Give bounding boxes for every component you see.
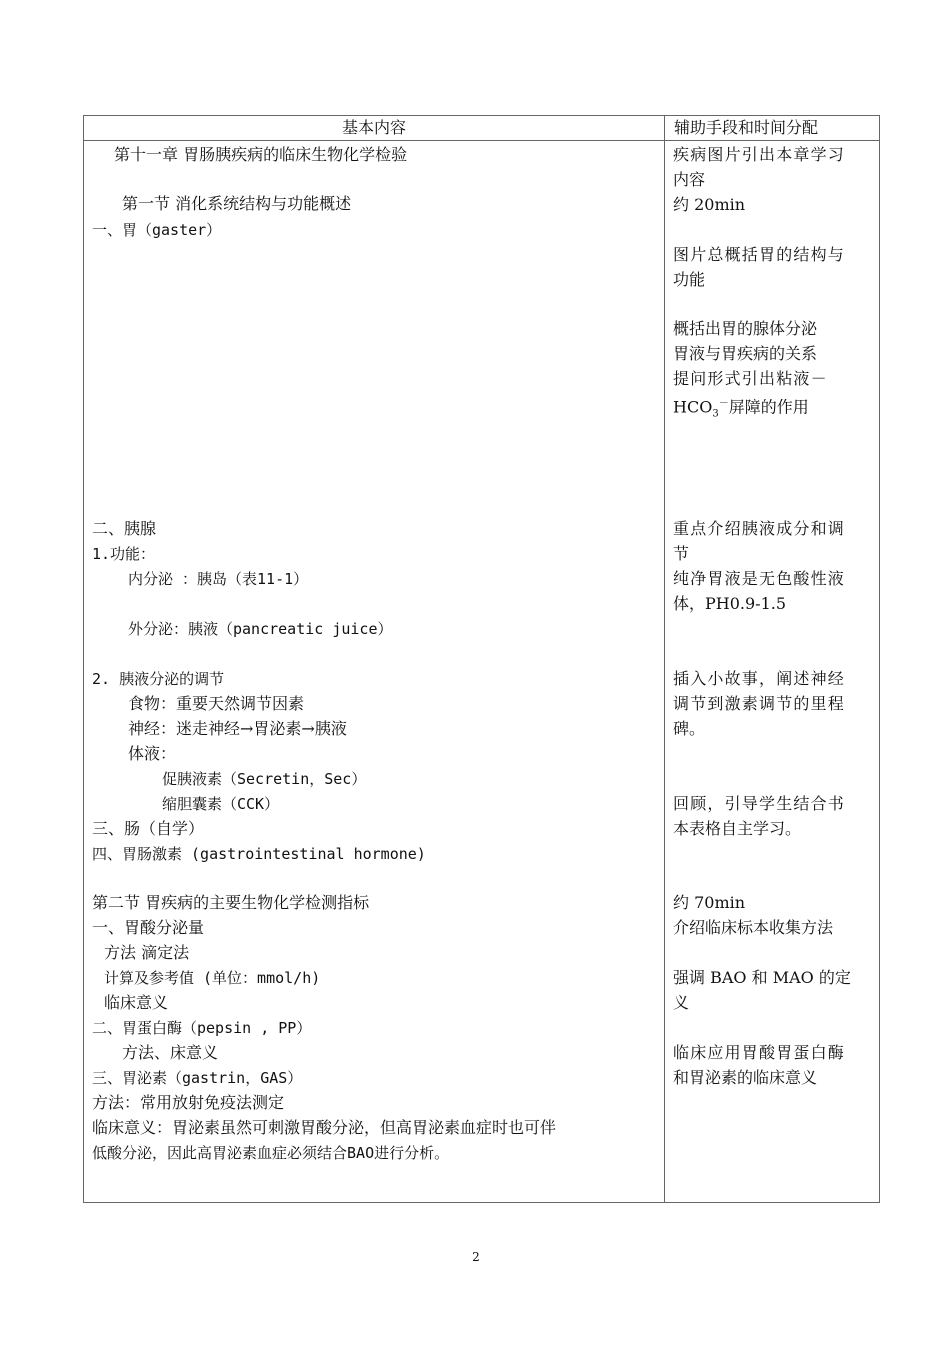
calculation-reference: 计算及参考值 (单位：mmol/h)	[104, 969, 321, 987]
note-function: 功能	[673, 270, 706, 289]
regulation-nerve: 神经：迷走神经→胃泌素→胰液	[128, 719, 347, 738]
method-titration: 方法 滴定法	[104, 943, 190, 962]
note-self-study: 本表格自主学习。	[673, 819, 802, 838]
note-definition: 义	[673, 993, 690, 1012]
note-time-20: 约 20min	[673, 195, 746, 214]
note-milestone-end: 碑。	[673, 719, 706, 738]
note-content: 内容	[673, 170, 706, 189]
note-review: 回顾，引导学生结合书	[673, 794, 846, 813]
heading-pepsin: 二、胃蛋白酶（pepsin , PP）	[92, 1019, 312, 1037]
gastric-acid-output: 一、胃酸分泌量	[92, 918, 205, 937]
header-aids-and-time: 辅助手段和时间分配	[674, 118, 819, 137]
note-clinical-application: 临床应用胃酸胃蛋白酶	[673, 1043, 846, 1062]
regulation-food: 食物：重要天然调节因素	[128, 694, 305, 713]
column-divider	[664, 116, 665, 1202]
hco3-label: HCO	[673, 397, 713, 417]
humoral-secretin: 促胰液素（Secretin，Sec）	[162, 770, 367, 788]
regulation-humoral: 体液：	[128, 744, 177, 763]
gastrin-significance-line-2: 低酸分泌，因此高胃泌素血症必须结合BAO进行分析。	[92, 1144, 450, 1162]
heading-pancreas: 二、胰腺	[92, 519, 157, 538]
lesson-plan-table	[83, 115, 880, 1203]
pancreas-exocrine: 外分泌：胰液（pancreatic juice）	[128, 620, 393, 638]
gastrin-significance-line-1: 临床意义：胃泌素虽然可刺激胃酸分泌，但高胃泌素血症时也可伴	[92, 1118, 557, 1137]
pancreas-function: 1.功能：	[92, 545, 156, 563]
note-regulation: 节	[673, 544, 690, 563]
heading-gi-hormone: 四、胃肠激素 (gastrointestinal hormone)	[92, 845, 426, 863]
note-ph: 体，PH0.9-1.5	[673, 594, 787, 613]
pepsin-method: 方法、床意义	[122, 1043, 219, 1062]
gastrin-method: 方法：常用放射免疫法测定	[92, 1093, 285, 1112]
note-mucus-question: 提问形式引出粘液－	[673, 369, 828, 388]
hco3-subscript: 3	[712, 408, 719, 420]
section-2-title: 第二节 胃疾病的主要生物化学检测指标	[92, 893, 370, 912]
note-pure-gastric-juice: 纯净胃液是无色酸性液	[673, 569, 846, 588]
note-gland-secretion: 概括出胃的腺体分泌	[673, 319, 818, 338]
header-basic-content: 基本内容	[341, 118, 406, 137]
pancreas-endocrine: 内分泌 ：胰岛（表11-1）	[128, 570, 309, 588]
note-bao-mao: 强调 BAO 和 MAO 的定	[673, 968, 851, 987]
hco3-superscript: －	[718, 398, 729, 409]
note-story: 插入小故事，阐述神经	[673, 669, 846, 688]
clinical-significance: 临床意义	[104, 993, 169, 1012]
note-milestone: 调节到激素调节的里程	[673, 694, 846, 713]
heading-stomach: 一、胃（gaster）	[92, 221, 222, 239]
humoral-cck: 缩胆囊素（CCK）	[162, 795, 280, 813]
heading-intestine: 三、肠（自学）	[92, 819, 205, 838]
note-time-70: 约 70min	[673, 893, 746, 912]
page-number: 2	[472, 1250, 480, 1264]
heading-gastrin: 三、胃泌素（gastrin，GAS）	[92, 1069, 303, 1087]
note-stomach-structure: 图片总概括胃的结构与	[673, 245, 846, 264]
note-gastrin-significance: 和胃泌素的临床意义	[673, 1068, 818, 1087]
note-specimen-collection: 介绍临床标本收集方法	[673, 918, 834, 937]
barrier-label: 屏障的作用	[728, 397, 809, 417]
chapter-title: 第十一章 胃肠胰疾病的临床生物化学检验	[114, 145, 408, 164]
note-pancreatic-juice: 重点介绍胰液成分和调	[673, 519, 846, 538]
note-gastric-juice: 胃液与胃疾病的关系	[673, 344, 818, 363]
section-1-title: 第一节 消化系统结构与功能概述	[122, 194, 352, 213]
pancreatic-regulation: 2. 胰液分泌的调节	[92, 670, 225, 688]
header-divider	[84, 140, 879, 141]
note-disease-images: 疾病图片引出本章学习	[673, 145, 846, 164]
note-hco3-barrier	[673, 392, 809, 427]
